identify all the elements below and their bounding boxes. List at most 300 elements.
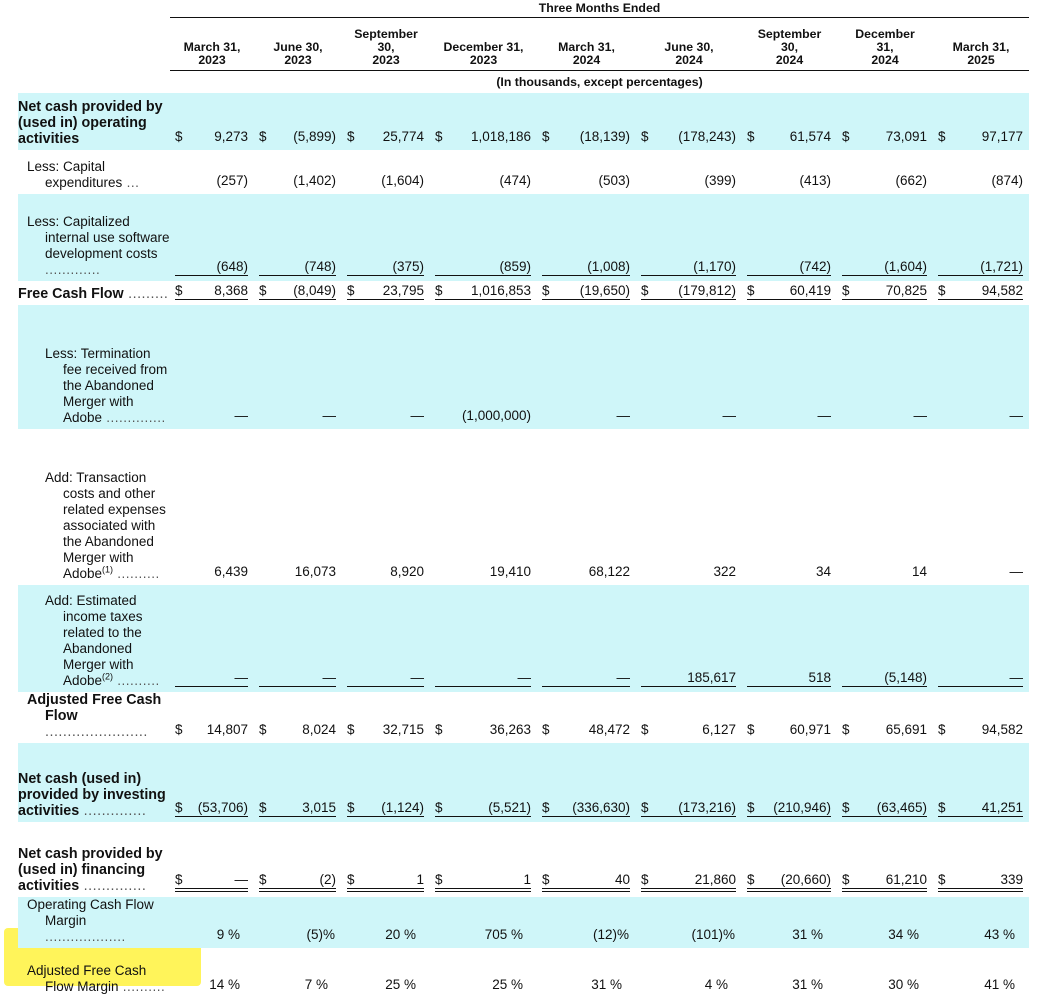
value-cell (254, 93, 342, 150)
value-cell (170, 692, 254, 743)
currency-symbol: $ (542, 129, 550, 144)
amount-value: (748) (304, 259, 336, 274)
currency-symbol: $ (259, 722, 267, 737)
value-cell (342, 692, 430, 743)
value-cell (537, 585, 636, 692)
amount-value: — (322, 670, 336, 685)
amount-value: (18,139) (579, 129, 630, 144)
amount-value: 8,024 (302, 722, 336, 737)
leader-dots: ............. (45, 262, 101, 277)
amount-value: (20,660) (780, 872, 831, 887)
amount-value: — (1009, 564, 1023, 579)
three-months-ended-header: Three Months Ended (170, 0, 1029, 18)
column-header-line: 2024 (572, 53, 601, 67)
amount-value: 60,419 (789, 283, 831, 298)
amount-value: (662) (895, 173, 927, 188)
amount-value: 14,807 (206, 722, 248, 737)
amount-value: (1,402) (293, 173, 336, 188)
column-header-line: March 31, (558, 40, 615, 54)
amount-value: — (410, 670, 424, 685)
amount-value: 322 (713, 564, 736, 579)
row-label-text: Add: Estimated income taxes related to the Abandoned Merger with Adobe (45, 593, 143, 688)
amount-value: (257) (216, 173, 248, 188)
currency-symbol: $ (747, 283, 755, 298)
column-header-line: December (855, 27, 915, 41)
currency-symbol: $ (175, 283, 183, 298)
currency-symbol: $ (747, 129, 755, 144)
column-header-line: 2023 (372, 53, 400, 67)
currency-symbol: $ (435, 722, 443, 737)
value-cell (933, 281, 1029, 305)
currency-symbol: $ (542, 872, 550, 887)
currency-symbol: $ (175, 722, 183, 737)
amount-value: (399) (704, 173, 736, 188)
value-cell (837, 194, 933, 281)
value-cell (933, 194, 1029, 281)
value-cell (342, 897, 430, 948)
currency-symbol: $ (747, 722, 755, 737)
currency-symbol: $ (938, 283, 946, 298)
column-header-line: 2023 (198, 53, 226, 67)
amount-value: (178,243) (678, 129, 736, 144)
value-cell (636, 281, 742, 305)
amount-value: 94,582 (981, 722, 1023, 737)
percent-value: 25 % (385, 977, 416, 992)
value-cell (430, 305, 537, 429)
column-header (742, 18, 837, 71)
value-cell (170, 150, 254, 194)
value-cell (430, 743, 537, 822)
leader-dots: ....................... (45, 724, 148, 740)
row-label (18, 822, 170, 897)
column-header-line: 2023 (284, 53, 312, 67)
value-cell (170, 585, 254, 692)
value-cell (636, 93, 742, 150)
amount-value: (5,521) (488, 800, 531, 815)
amount-value: 21,860 (694, 872, 736, 887)
column-header (537, 18, 636, 71)
currency-symbol: $ (938, 872, 946, 887)
row-label-text: Operating Cash Flow Margin (27, 897, 154, 928)
currency-symbol: $ (259, 800, 267, 815)
amount-value: (648) (216, 259, 248, 274)
value-cell (837, 585, 933, 692)
currency-symbol: $ (175, 129, 183, 144)
column-header-line: 2024 (675, 53, 703, 67)
value-cell (742, 305, 837, 429)
value-cell (254, 194, 342, 281)
amount-value: (210,946) (773, 800, 831, 815)
currency-symbol: $ (435, 129, 443, 144)
leader-dots: .............. (79, 878, 147, 894)
value-cell (933, 822, 1029, 897)
amount-value: 41,251 (981, 800, 1023, 815)
percent-value: 14 % (209, 977, 240, 992)
amount-value: 8,920 (390, 564, 424, 579)
units-note: (In thousands, except percentages) (496, 75, 703, 89)
row-label-text: Less: Capital expenditures (27, 159, 123, 190)
leader-dots: ......... (123, 286, 169, 302)
leader-dots: ................... (45, 929, 126, 944)
value-cell (742, 281, 837, 305)
amount-value: 61,574 (789, 129, 831, 144)
amount-value: 1 (416, 872, 424, 887)
value-cell (636, 429, 742, 585)
leader-dots: .......... (113, 673, 160, 688)
amount-value: (1,604) (381, 173, 424, 188)
column-header-line: 2025 (967, 53, 995, 67)
value-cell (537, 93, 636, 150)
value-cell (254, 743, 342, 822)
percent-value: 31 % (591, 977, 622, 992)
percent-value: 31 % (792, 927, 823, 942)
amount-value: (413) (799, 173, 831, 188)
row-label-text: Net cash (used in) provided by investing activities (18, 771, 166, 819)
row-label (18, 585, 170, 692)
amount-value: 23,795 (382, 283, 424, 298)
column-header-line: 30, (780, 40, 799, 54)
amount-value: (503) (598, 173, 630, 188)
value-cell (837, 822, 933, 897)
percent-value: 34 % (888, 927, 919, 942)
amount-value: — (234, 408, 248, 423)
table-row-free-cash-flow (18, 281, 1029, 305)
value-cell (537, 692, 636, 743)
currency-symbol: $ (842, 800, 850, 815)
row-label-text: Less: Termination fee received from the Abandoned Merger with Adobe (45, 346, 168, 425)
amount-value: 19,410 (489, 564, 531, 579)
value-cell (254, 692, 342, 743)
amount-value: (1,008) (587, 259, 630, 274)
table-row-termination-fee (18, 305, 1029, 429)
value-cell (430, 822, 537, 897)
column-header-line: 31, (876, 40, 894, 54)
value-cell (254, 429, 342, 585)
value-cell (636, 194, 742, 281)
row-label (18, 150, 170, 194)
value-cell (342, 305, 430, 429)
value-cell (254, 305, 342, 429)
value-cell (254, 897, 342, 948)
column-header-line: March 31, (183, 40, 241, 54)
currency-symbol: $ (842, 283, 850, 298)
value-cell (170, 93, 254, 150)
percent-value: 7 % (304, 977, 328, 992)
currency-symbol: $ (435, 872, 443, 887)
currency-symbol: $ (347, 129, 355, 144)
footnote-marker: (1) (102, 564, 114, 575)
value-cell (170, 743, 254, 822)
table-row-transaction-costs (18, 429, 1029, 585)
amount-value: 40 (614, 872, 630, 887)
currency-symbol: $ (842, 722, 850, 737)
amount-value: (1,721) (980, 259, 1023, 274)
currency-symbol: $ (842, 872, 850, 887)
amount-value: — (616, 670, 630, 685)
row-label (18, 429, 170, 585)
column-header-line: 2024 (871, 53, 899, 67)
percent-value: (101)% (691, 927, 735, 942)
currency-symbol: $ (347, 722, 355, 737)
currency-symbol: $ (938, 129, 946, 144)
value-cell (342, 585, 430, 692)
percent-value: (5)% (306, 927, 335, 942)
amount-value: — (234, 670, 248, 685)
amount-value: (375) (392, 259, 424, 274)
table-row-estimated-income-taxes (18, 585, 1029, 692)
value-cell (537, 822, 636, 897)
row-label (18, 281, 170, 305)
row-label (18, 692, 170, 743)
percent-value: 31 % (792, 977, 823, 992)
currency-symbol: $ (641, 283, 649, 298)
table-row-net-cash-operating (18, 93, 1029, 150)
amount-value: — (913, 408, 927, 423)
column-header (837, 18, 933, 71)
value-cell (430, 281, 537, 305)
amount-value: — (234, 872, 248, 887)
amount-value: 16,073 (294, 564, 336, 579)
currency-symbol: $ (641, 129, 649, 144)
currency-symbol: $ (347, 283, 355, 298)
value-cell (837, 281, 933, 305)
percent-value: 705 % (484, 927, 523, 942)
value-cell (636, 692, 742, 743)
value-cell (933, 897, 1029, 948)
percent-value: 41 % (984, 977, 1015, 992)
amount-value: (742) (799, 259, 831, 274)
currency-symbol: $ (641, 872, 649, 887)
amount-value: (859) (499, 259, 531, 274)
amount-value: 68,122 (588, 564, 630, 579)
currency-symbol: $ (938, 722, 946, 737)
table-row-adjusted-free-cash-flow (18, 692, 1029, 743)
value-cell (742, 822, 837, 897)
currency-symbol: $ (641, 722, 649, 737)
value-cell (742, 897, 837, 948)
value-cell (742, 743, 837, 822)
value-cell (933, 743, 1029, 822)
amount-value: 97,177 (981, 129, 1023, 144)
column-header-line: September (354, 27, 418, 41)
percent-value: 25 % (492, 977, 523, 992)
amount-value: 518 (808, 670, 831, 685)
amount-value: (19,650) (579, 283, 630, 298)
value-cell (933, 585, 1029, 692)
leader-dots: .............. (102, 410, 166, 425)
value-cell (430, 194, 537, 281)
value-cell (537, 281, 636, 305)
value-cell (742, 150, 837, 194)
value-cell (537, 150, 636, 194)
value-cell (742, 692, 837, 743)
value-cell (933, 429, 1029, 585)
value-cell (537, 429, 636, 585)
amount-value: (5,899) (293, 129, 336, 144)
row-label (18, 305, 170, 429)
column-header (933, 18, 1029, 71)
value-cell (742, 585, 837, 692)
amount-value: (1,170) (693, 259, 736, 274)
currency-symbol: $ (542, 800, 550, 815)
value-cell (636, 743, 742, 822)
value-cell (537, 305, 636, 429)
percent-value: 4 % (704, 977, 728, 992)
currency-symbol: $ (435, 800, 443, 815)
value-cell (430, 150, 537, 194)
value-cell (170, 305, 254, 429)
amount-value: — (722, 408, 736, 423)
currency-symbol: $ (747, 872, 755, 887)
amount-value: 25,774 (382, 129, 424, 144)
amount-value: 1,016,853 (470, 283, 531, 298)
value-cell (170, 194, 254, 281)
amount-value: 73,091 (885, 129, 927, 144)
value-cell (170, 429, 254, 585)
row-label-text: Adjusted Free Cash Flow (27, 692, 162, 724)
amount-value: 339 (1000, 872, 1023, 887)
percent-value: 43 % (984, 927, 1015, 942)
row-label-text: Net cash provided by (used in) financing activities (18, 846, 163, 894)
value-cell (837, 743, 933, 822)
currency-symbol: $ (747, 800, 755, 815)
amount-value: 14 (911, 564, 927, 579)
amount-value: — (817, 408, 831, 423)
table-row-capital-expenditures (18, 150, 1029, 194)
leader-dots: .............. (79, 803, 147, 819)
value-cell (933, 93, 1029, 150)
value-cell (537, 743, 636, 822)
amount-value: 8,368 (214, 283, 248, 298)
column-header-line: 2023 (469, 53, 498, 67)
value-cell (837, 305, 933, 429)
value-cell (254, 585, 342, 692)
amount-value: 185,617 (687, 670, 736, 685)
amount-value: 94,582 (981, 283, 1023, 298)
amount-value: (1,124) (381, 800, 424, 815)
value-cell (430, 93, 537, 150)
column-header-line: 30, (377, 40, 395, 54)
value-cell (742, 429, 837, 585)
amount-value: 6,127 (702, 722, 736, 737)
amount-value: (63,465) (876, 800, 927, 815)
table-row-net-cash-investing (18, 743, 1029, 822)
column-header (430, 18, 537, 71)
currency-symbol: $ (938, 800, 946, 815)
value-cell (430, 897, 537, 948)
amount-value: (874) (991, 173, 1023, 188)
amount-value: 34 (815, 564, 831, 579)
row-label-text: Adjusted Free Cash Flow Margin (27, 963, 147, 994)
value-cell (342, 93, 430, 150)
column-header (636, 18, 742, 71)
value-cell (430, 692, 537, 743)
amount-value: — (1009, 670, 1023, 685)
value-cell (430, 585, 537, 692)
value-cell (837, 429, 933, 585)
value-cell (742, 194, 837, 281)
amount-value: 65,691 (885, 722, 927, 737)
currency-symbol: $ (347, 800, 355, 815)
row-label-text: Free Cash Flow (18, 286, 124, 302)
value-cell (342, 150, 430, 194)
currency-symbol: $ (175, 800, 183, 815)
row-label (18, 743, 170, 822)
row-label-text: Add: Transaction costs and other related expenses associated with the Abandoned Merger with Adobe (45, 470, 166, 581)
value-cell (742, 93, 837, 150)
column-header (170, 18, 254, 71)
amount-value: — (1009, 408, 1023, 423)
table-row-net-cash-financing (18, 822, 1029, 897)
amount-value: (474) (499, 173, 531, 188)
value-cell (636, 585, 742, 692)
amount-value: — (517, 670, 531, 685)
value-cell (342, 822, 430, 897)
amount-value: 48,472 (588, 722, 630, 737)
amount-value: 60,971 (789, 722, 831, 737)
value-cell (837, 93, 933, 150)
column-header (342, 18, 430, 71)
percent-value: (12)% (592, 927, 629, 942)
amount-value: — (616, 408, 630, 423)
value-cell (636, 822, 742, 897)
currency-symbol: $ (175, 872, 183, 887)
column-header-line: 2024 (775, 53, 804, 67)
currency-symbol: $ (347, 872, 355, 887)
table-row-capitalized-software (18, 194, 1029, 281)
row-label-text: Less: Capitalized internal use software development costs (27, 214, 170, 261)
amount-value: (2) (319, 872, 336, 887)
amount-value: (5,148) (884, 670, 927, 685)
amount-value: (173,216) (678, 800, 736, 815)
currency-symbol: $ (259, 283, 267, 298)
value-cell (537, 897, 636, 948)
value-cell (342, 194, 430, 281)
amount-value: (53,706) (197, 800, 248, 815)
currency-symbol: $ (259, 872, 267, 887)
currency-symbol: $ (435, 283, 443, 298)
cash-flow-table (18, 0, 1029, 998)
currency-symbol: $ (542, 283, 550, 298)
column-header (254, 18, 342, 71)
value-cell (254, 281, 342, 305)
percent-value: 9 % (216, 927, 240, 942)
value-cell (537, 194, 636, 281)
value-cell (254, 150, 342, 194)
value-cell (636, 897, 742, 948)
percent-value: 20 % (385, 927, 416, 942)
value-cell (837, 897, 933, 948)
value-cell (636, 305, 742, 429)
amount-value: 70,825 (885, 283, 927, 298)
amount-value: 61,210 (885, 872, 927, 887)
value-cell (636, 150, 742, 194)
amount-value: 36,263 (489, 722, 531, 737)
column-header-line: September (757, 27, 822, 41)
currency-symbol: $ (842, 129, 850, 144)
value-cell (837, 692, 933, 743)
footnote-marker: (2) (102, 671, 114, 682)
amount-value: 1 (523, 872, 531, 887)
column-header-line: December 31, (443, 40, 524, 54)
value-cell (430, 429, 537, 585)
value-cell (342, 281, 430, 305)
amount-value: — (410, 408, 424, 423)
column-header-line: June 30, (273, 40, 323, 54)
amount-value: (336,630) (572, 800, 630, 815)
leader-dots: .......... (113, 566, 160, 581)
value-cell (342, 743, 430, 822)
